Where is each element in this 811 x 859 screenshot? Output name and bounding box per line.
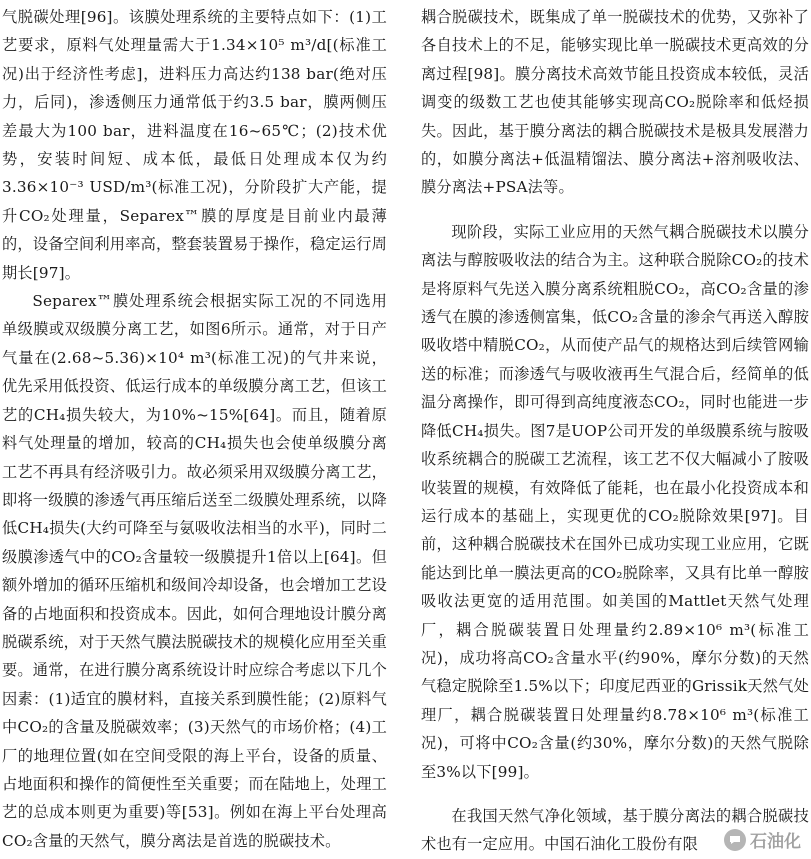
paragraph-gap — [421, 786, 809, 802]
paragraph-gap — [421, 202, 809, 218]
paragraph: 现阶段，实际工业应用的天然气耦合脱碳技术以膜分离法与醇胺吸收法的结合为主。这种联合脱除CO₂的技术是将原料气先送入膜分离系统粗脱CO₂，高CO₂含量的渗透气在膜的渗透侧富集，低CO₂含量的渗余气再送入醇胺吸收塔中精脱CO₂，从而使产品气的规格达到后续管网输送的标准；而渗透气与吸收液再生气混合后，经简单的低温分离操作，即可得到高纯度液态CO₂，同时也能进一步降低CH₄损失。图7是UOP公司开发的单级膜系统与胺吸收系统耦合的脱碳工艺流程，该工艺不仅大幅减小了胺吸收装置的规模，有效降低了能耗，也在最小化投资成本和运行成本的基础上，实现更优的CO₂脱除效果[97]。目前，这种耦合脱碳技术在国外已成功实现工业应用，它既能达到比单一膜法更高的CO₂脱除率，又具有比单一醇胺吸收法更宽的适用范围。如美国的Mattlet天然气处理厂，耦合脱碳装置日处理量约2.89×10⁶ m³(标准工况)，成功将高CO₂含量水平(约90%，摩尔分数)的天然气稳定脱除至1.5%以下；印度尼西亚的Grissik天然气处理厂，耦合脱碳装置日处理量约8.78×10⁶ m³(标准工况)，可将中CO₂含量(约30%，摩尔分数)的天然气脱除至3%以下[99]。 — [421, 222, 809, 781]
paragraph: 在我国天然气净化领域，基于膜分离法的耦合脱碳技术也有一定应用。中国石油化工股份有限 — [421, 806, 809, 854]
watermark-text: 石油化 — [750, 832, 801, 852]
right-column — [421, 3, 809, 859]
left-column — [2, 3, 387, 855]
paragraph: Separex™膜处理系统会根据实际工况的不同选用单级膜或双级膜分离工艺，如图6所示。通常，对于日产气量在(2.68~5.36)×10⁴ m³(标准工况)的气井来说，优先采用低投资、低运行成本的单级膜分离工艺，但该工艺的CH₄损失较大，为10%~15%[64]。而且，随着原料气处理量的增加，较高的CH₄损失也会使单级膜分离工艺不再具有经济吸引力。故必须采用双级膜分离工艺，即将一级膜的渗透气再压缩后送至二级膜处理系统，以降低CH₄损失(大约可降至与氨吸收法相当的水平)，同时二级膜渗透气中的CO₂含量较一级膜提升1倍以上[64]。但额外增加的循环压缩机和级间冷却设备，也会增加工艺设备的占地面积和投资成本。因此，如何合理地设计膜分离脱碳系统，对于天然气膜法脱碳技术的规模化应用至关重要。通常，在进行膜分离系统设计时应综合考虑以下几个因素：(1)适宜的膜材料，直接关系到膜性能；(2)原料气中CO₂的含量及脱碳效率；(3)天然气的市场价格；(4)工厂的地理位置(如在空间受限的海上平台，设备的质量、占地面积和操作的简便性至关重要；而在陆地上，处理工艺的总成本则更为重要)等[53]。例如在海上平台处理高CO₂含量的天然气，膜分离法是首选的脱碳技术。 — [2, 292, 387, 850]
paragraph: 气脱碳处理[96]。该膜处理系统的主要特点如下：(1)工艺要求，原料气处理量需大于1.34×10⁵ m³/d[(标准工况)出于经济性考虑]，进料压力高达约138 bar(绝对压力，后同)，渗透侧压力通常低于约3.5 bar，膜两侧压差最大为100 bar，进料温度在16~65℃；(2)技术优势，安装时间短、成本低，最低日处理成本仅为约3.36×10⁻³ USD/m³(标准工况)，分阶段扩大产能，提升CO₂处理量，Separex™膜的厚度是目前业内最薄的，设备空间利用率高，整套装置易于操作，稳定运行周期长[97]。 — [2, 8, 387, 282]
watermark — [720, 826, 805, 853]
chat-bubble-icon — [724, 829, 746, 851]
paragraph: 耦合脱碳技术，既集成了单一脱碳技术的优势，又弥补了各自技术上的不足，能够实现比单一脱碳技术更高效的分离过程[98]。膜分离技术高效节能且投资成本较低，灵活调变的级数工艺也使其能够实现高CO₂脱除率和低烃损失。因此，基于膜分离法的耦合脱碳技术是极具发展潜力的，如膜分离法+低温精馏法、膜分离法+溶剂吸收法、膜分离法+PSA法等。 — [421, 8, 809, 197]
